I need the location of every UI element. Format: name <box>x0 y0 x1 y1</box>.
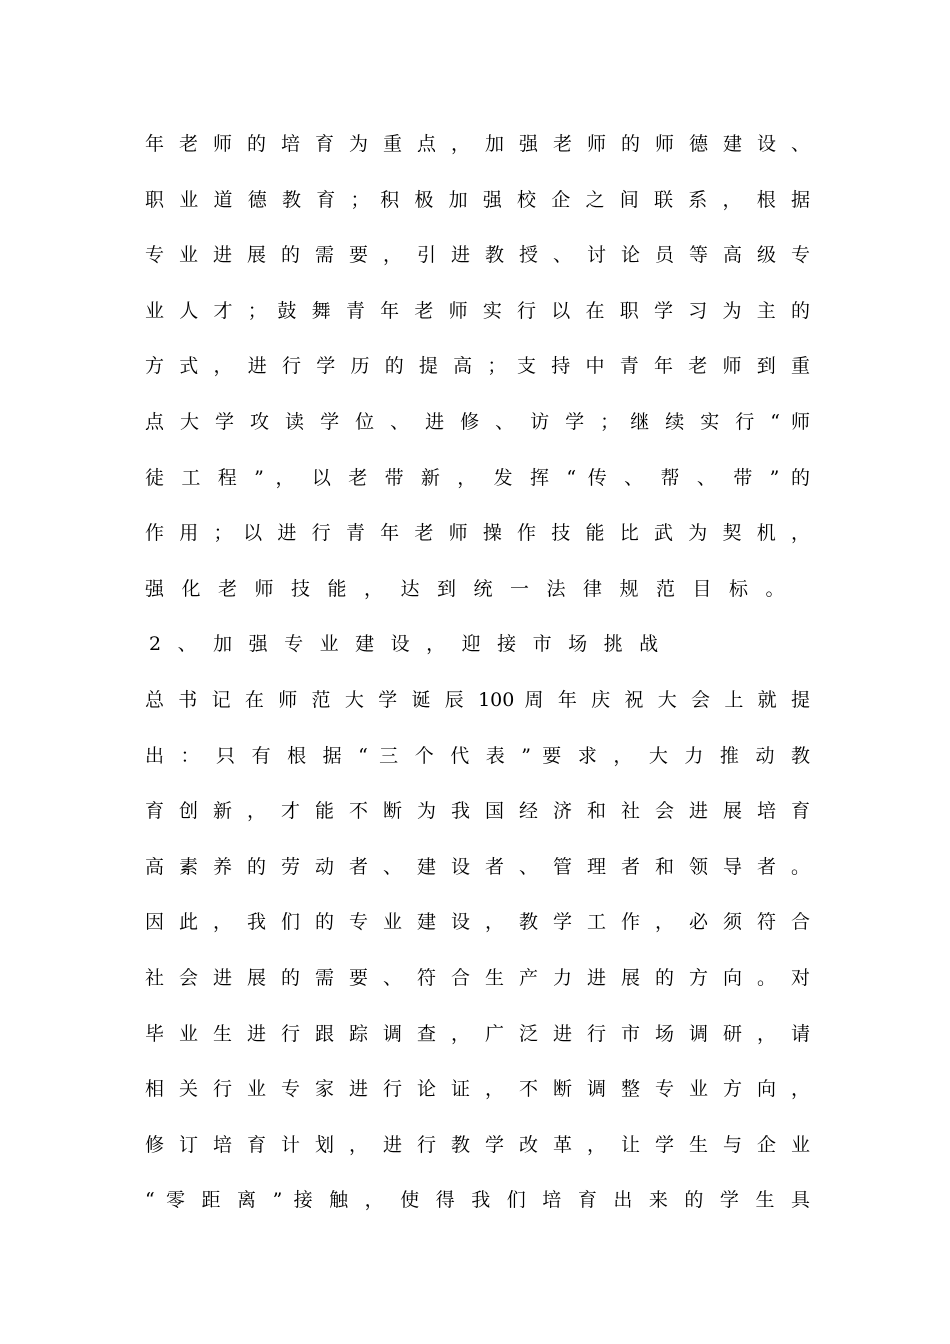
text-line: 专 业 进 展 的 需 要 ， 引 进 教 授 、 讨 论 员 等 高 级 专 <box>145 244 810 267</box>
text-line: 业 人 才 ； 鼓 舞 青 年 老 师 实 行 以 在 职 学 习 为 主 的 <box>145 299 810 322</box>
text-line: 毕 业 生 进 行 跟 踪 调 查 ， 广 泛 进 行 市 场 调 研 ， 请 <box>145 1022 810 1045</box>
text-line: 总 书 记 在 师 范 大 学 诞 辰 100 周 年 庆 祝 大 会 上 就 提 <box>145 688 810 711</box>
text-line: 年 老 师 的 培 育 为 重 点 ， 加 强 老 师 的 师 德 建 设 、 <box>145 133 810 155</box>
text-line: 社 会 进 展 的 需 要 、 符 合 生 产 力 进 展 的 方 向 。 对 <box>145 966 810 989</box>
text-line: 育 创 新 ， 才 能 不 断 为 我 国 经 济 和 社 会 进 展 培 育 <box>145 800 810 823</box>
text-line: 点 大 学 攻 读 学 位 、 进 修 、 访 学 ； 继 续 实 行 “ 师 <box>145 410 810 433</box>
section-heading: 2、加强专业建设，迎接市场挑战 <box>149 633 675 656</box>
text-line: 职 业 道 德 教 育 ； 积 极 加 强 校 企 之 间 联 系 ， 根 据 <box>145 188 810 211</box>
text-line: 高 素 养 的 劳 动 者 、 建 设 者 、 管 理 者 和 领 导 者 。 <box>145 855 810 878</box>
text-line: 出 ： 只 有 根 据 “ 三 个 代 表 ” 要 求 ， 大 力 推 动 教 <box>145 744 810 767</box>
text-line: 修 订 培 育 计 划 ， 进 行 教 学 改 革 ， 让 学 生 与 企 业 <box>145 1133 810 1156</box>
text-line: “ 零 距 离 ” 接 触 ， 使 得 我 们 培 育 出 来 的 学 生 具 <box>145 1189 810 1212</box>
text-line: 方 式 ， 进 行 学 历 的 提 高 ； 支 持 中 青 年 老 师 到 重 <box>145 355 810 378</box>
text-line: 作 用 ； 以 进 行 青 年 老 师 操 作 技 能 比 武 为 契 机 ， <box>145 522 810 545</box>
text-line: 相 关 行 业 专 家 进 行 论 证 ， 不 断 调 整 专 业 方 向 ， <box>145 1078 810 1101</box>
text-line: 因 此 ， 我 们 的 专 业 建 设 ， 教 学 工 作 ， 必 须 符 合 <box>145 911 810 934</box>
text-line: 徒 工 程 ” ， 以 老 带 新 ， 发 挥 “ 传 、 帮 、 带 ” 的 <box>145 466 810 489</box>
body-text <box>145 117 810 1229</box>
paragraph-end-line: 强化老师技能，达到统一法律规范目标。 <box>145 577 803 600</box>
